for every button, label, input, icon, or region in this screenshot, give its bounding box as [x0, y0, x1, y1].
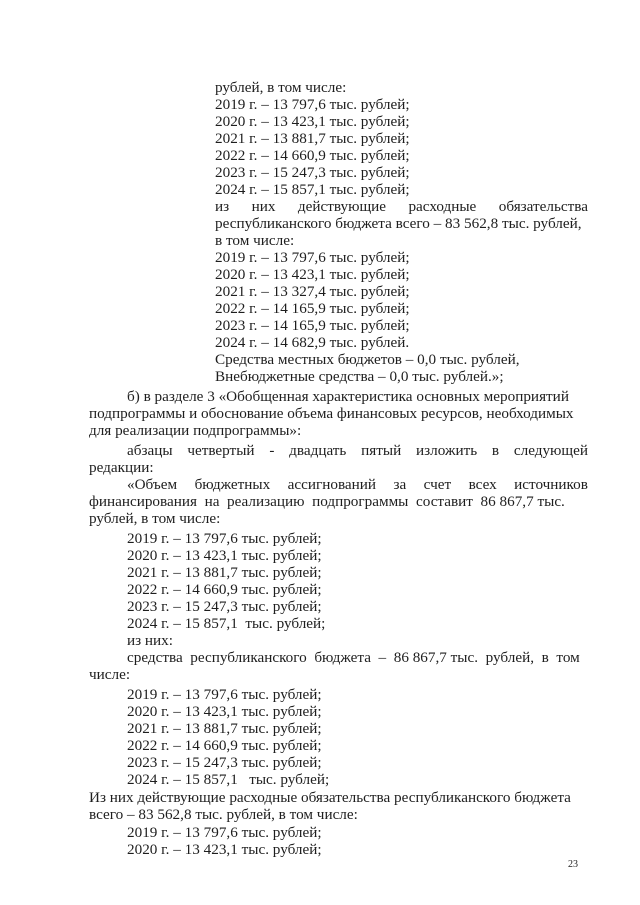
year-line: 2022 г. – 14 660,9 тыс. рублей; [127, 737, 322, 754]
year-line: 2024 г. – 15 857,1 тыс. рублей; [127, 615, 326, 632]
word: бюджетных [194, 476, 271, 493]
text-line: в том числе: [215, 232, 295, 249]
word: ассигнований [287, 476, 377, 493]
year-line: 2021 г. – 13 881,7 тыс. рублей; [127, 720, 322, 737]
text-line: числе: [89, 666, 131, 683]
text-line: рублей, в том числе: [89, 510, 221, 527]
word: «Объем [127, 476, 178, 493]
text-line: финансирования на реализацию подпрограммы составит 86 867,7 тыс. [89, 493, 565, 510]
year-line: 2023 г. – 15 247,3 тыс. рублей; [127, 598, 322, 615]
text-line: Из них действующие расходные обязательства республиканского бюджета [89, 789, 571, 806]
page-number: 23 [568, 859, 578, 870]
word: в [491, 442, 500, 459]
year-line: 2021 г. – 13 881,7 тыс. рублей; [127, 564, 322, 581]
text-line: б) в разделе 3 «Обобщенная характеристика основных мероприятий [127, 388, 569, 405]
year-line: 2021 г. – 13 881,7 тыс. рублей; [215, 130, 410, 147]
justified-line [127, 442, 588, 459]
text-line: средства республиканского бюджета – 86 867,7 тыс. рублей, в том [127, 649, 580, 666]
year-line: 2022 г. – 14 165,9 тыс. рублей; [215, 300, 410, 317]
text-line: для реализации подпрограммы»: [89, 422, 302, 439]
year-line: 2023 г. – 15 247,3 тыс. рублей; [127, 754, 322, 771]
year-line: 2019 г. – 13 797,6 тыс. рублей; [127, 530, 322, 547]
year-line: 2020 г. – 13 423,1 тыс. рублей; [127, 547, 322, 564]
text-line: всего – 83 562,8 тыс. рублей, в том числе: [89, 806, 358, 823]
year-line: 2020 г. – 13 423,1 тыс. рублей; [127, 703, 322, 720]
year-line: 2024 г. – 15 857,1 тыс. рублей; [127, 771, 330, 788]
word: - [269, 442, 275, 459]
year-line: 2021 г. – 13 327,4 тыс. рублей; [215, 283, 410, 300]
year-line: 2020 г. – 13 423,1 тыс. рублей; [215, 266, 410, 283]
year-line: 2022 г. – 14 660,9 тыс. рублей; [127, 581, 322, 598]
year-line: 2022 г. – 14 660,9 тыс. рублей; [215, 147, 410, 164]
year-line: 2024 г. – 15 857,1 тыс. рублей; [215, 181, 410, 198]
text-line: республиканского бюджета всего – 83 562,8 тыс. рублей, [215, 215, 582, 232]
year-line: 2023 г. – 15 247,3 тыс. рублей; [215, 164, 410, 181]
word: расходные [408, 198, 477, 215]
word: из [215, 198, 230, 215]
word: действующие [297, 198, 387, 215]
text-line: Средства местных бюджетов – 0,0 тыс. рублей, [215, 351, 520, 368]
text-line: Внебюджетные средства – 0,0 тыс. рублей.»; [215, 368, 504, 385]
word: счет [423, 476, 452, 493]
text-line: подпрограммы и обоснование объема финансовых ресурсов, необходимых [89, 405, 574, 422]
word: четвертый [187, 442, 255, 459]
word: обязательства [498, 198, 588, 215]
year-line: 2019 г. – 13 797,6 тыс. рублей; [127, 824, 322, 841]
text-line: редакции: [89, 459, 154, 476]
year-line: 2019 г. – 13 797,6 тыс. рублей; [215, 96, 410, 113]
word: за [393, 476, 407, 493]
year-line: 2020 г. – 13 423,1 тыс. рублей; [127, 841, 322, 858]
justified-line [127, 476, 588, 493]
word: всех [468, 476, 497, 493]
justified-line [215, 198, 588, 215]
text-line: рублей, в том числе: [215, 79, 347, 96]
word: двадцать [289, 442, 347, 459]
year-line: 2023 г. – 14 165,9 тыс. рублей; [215, 317, 410, 334]
year-line: 2019 г. – 13 797,6 тыс. рублей; [127, 686, 322, 703]
word: источников [514, 476, 588, 493]
year-line: 2020 г. – 13 423,1 тыс. рублей; [215, 113, 410, 130]
word: следующей [513, 442, 588, 459]
year-line: 2024 г. – 14 682,9 тыс. рублей. [215, 334, 410, 351]
word: них [251, 198, 276, 215]
word: пятый [361, 442, 402, 459]
year-line: 2019 г. – 13 797,6 тыс. рублей; [215, 249, 410, 266]
word: абзацы [127, 442, 173, 459]
word: изложить [416, 442, 478, 459]
text-line: из них: [127, 632, 173, 649]
